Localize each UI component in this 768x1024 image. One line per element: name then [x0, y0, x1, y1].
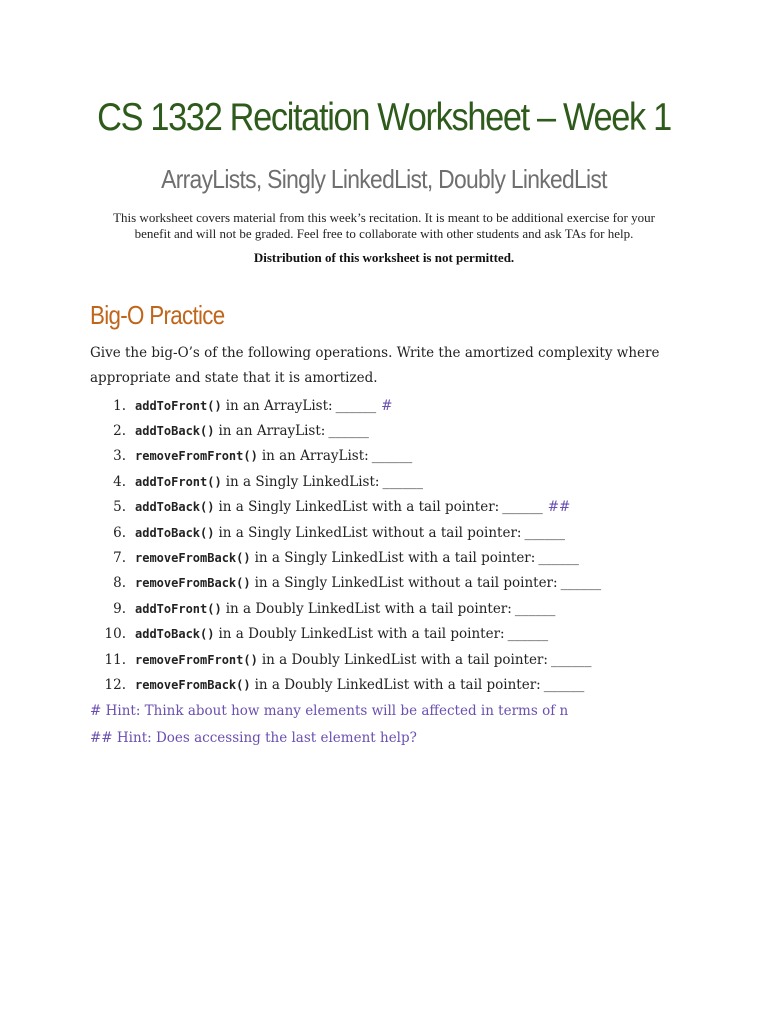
answer-blank: ______: [382, 473, 423, 490]
hint-reference: #: [381, 397, 393, 414]
method-name: addToBack(): [135, 424, 215, 439]
intro-paragraph: This worksheet covers material from this week’s recitation. It is meant to be additional exercise for your benefit and will not be graded. Feel free to collaborate with other students and ask TAs for help.: [113, 210, 655, 241]
question-item: [90, 469, 690, 494]
section-instructions: Give the big-O’s of the following operations. Write the amortized complexity where appropriate and state that it is amortized.: [90, 345, 660, 386]
method-name: removeFromFront(): [135, 449, 258, 464]
question-item: [90, 647, 690, 672]
question-number: 6.: [113, 524, 126, 541]
answer-blank: ______: [524, 524, 565, 541]
hint-reference: ##: [547, 499, 571, 516]
answer-blank: ______: [507, 626, 549, 643]
answer-blank: ______: [550, 651, 592, 668]
question-text: in a Doubly LinkedList with a tail pointer:: [218, 626, 505, 643]
method-name: addToBack(): [135, 525, 215, 540]
question-text: in a Doubly LinkedList with a tail pointer:: [254, 676, 541, 693]
method-name: removeFromBack(): [135, 576, 251, 591]
method-name: removeFromBack(): [135, 551, 251, 566]
method-name: addToFront(): [135, 398, 222, 413]
distribution-notice: Distribution of this worksheet is not permitted.: [253, 250, 515, 265]
question-number: 11.: [104, 651, 126, 668]
question-number: 3.: [113, 448, 126, 465]
question-number: 10.: [104, 626, 126, 643]
method-name: addToBack(): [135, 627, 215, 642]
answer-blank: ______: [335, 397, 377, 414]
answer-blank: ______: [538, 550, 579, 567]
question-number: 12.: [104, 676, 126, 693]
question-number: 7.: [113, 550, 126, 567]
question-number: 9.: [113, 600, 126, 617]
method-name: removeFromFront(): [135, 652, 258, 667]
question-number: 2.: [113, 423, 126, 440]
question-text: in a Singly LinkedList:: [225, 473, 380, 490]
question-text: in a Singly LinkedList without a tail pointer:: [254, 575, 558, 592]
question-item: [90, 622, 690, 647]
question-number: 8.: [113, 575, 126, 592]
question-text: in a Doubly LinkedList with a tail pointer:: [261, 651, 548, 668]
answer-blank: ______: [514, 600, 556, 617]
question-item: [90, 571, 690, 596]
question-text: in a Doubly LinkedList with a tail pointer:: [225, 600, 512, 617]
answer-blank: ______: [543, 676, 585, 693]
page-title: CS 1332 Recitation Worksheet – Week 1: [97, 96, 671, 139]
question-text: in an ArrayList:: [225, 397, 333, 414]
question-item: [90, 596, 690, 621]
question-text: in a Singly LinkedList with a tail pointer:: [254, 550, 536, 567]
question-text: in a Singly LinkedList with a tail pointer:: [218, 499, 500, 516]
question-item: [90, 672, 690, 697]
method-name: addToFront(): [135, 601, 222, 616]
answer-blank: ______: [328, 423, 369, 440]
question-item: [90, 444, 690, 469]
question-text: in a Singly LinkedList without a tail pointer:: [218, 524, 522, 541]
page-subtitle: ArrayLists, Singly LinkedList, Doubly LinkedList: [161, 164, 607, 194]
method-name: addToBack(): [135, 500, 215, 515]
answer-blank: ______: [502, 499, 543, 516]
question-number: 5.: [113, 499, 126, 516]
question-list: [90, 393, 690, 698]
answer-blank: ______: [560, 575, 602, 592]
question-text: in an ArrayList:: [261, 448, 369, 465]
question-number: 4.: [113, 473, 126, 490]
hint-note-2: ## Hint: Does accessing the last element help?: [90, 730, 417, 746]
method-name: removeFromBack(): [135, 677, 251, 692]
section-heading: Big-O Practice: [90, 300, 225, 330]
question-text: in an ArrayList:: [218, 423, 326, 440]
method-name: addToFront(): [135, 474, 222, 489]
question-number: 1.: [113, 397, 126, 414]
question-item: [90, 520, 690, 545]
answer-blank: ______: [371, 448, 413, 465]
question-item: [90, 393, 690, 418]
hint-note-1: # Hint: Think about how many elements will be affected in terms of n: [90, 703, 569, 719]
question-item: [90, 545, 690, 570]
question-item: [90, 495, 690, 520]
question-item: [90, 418, 690, 443]
